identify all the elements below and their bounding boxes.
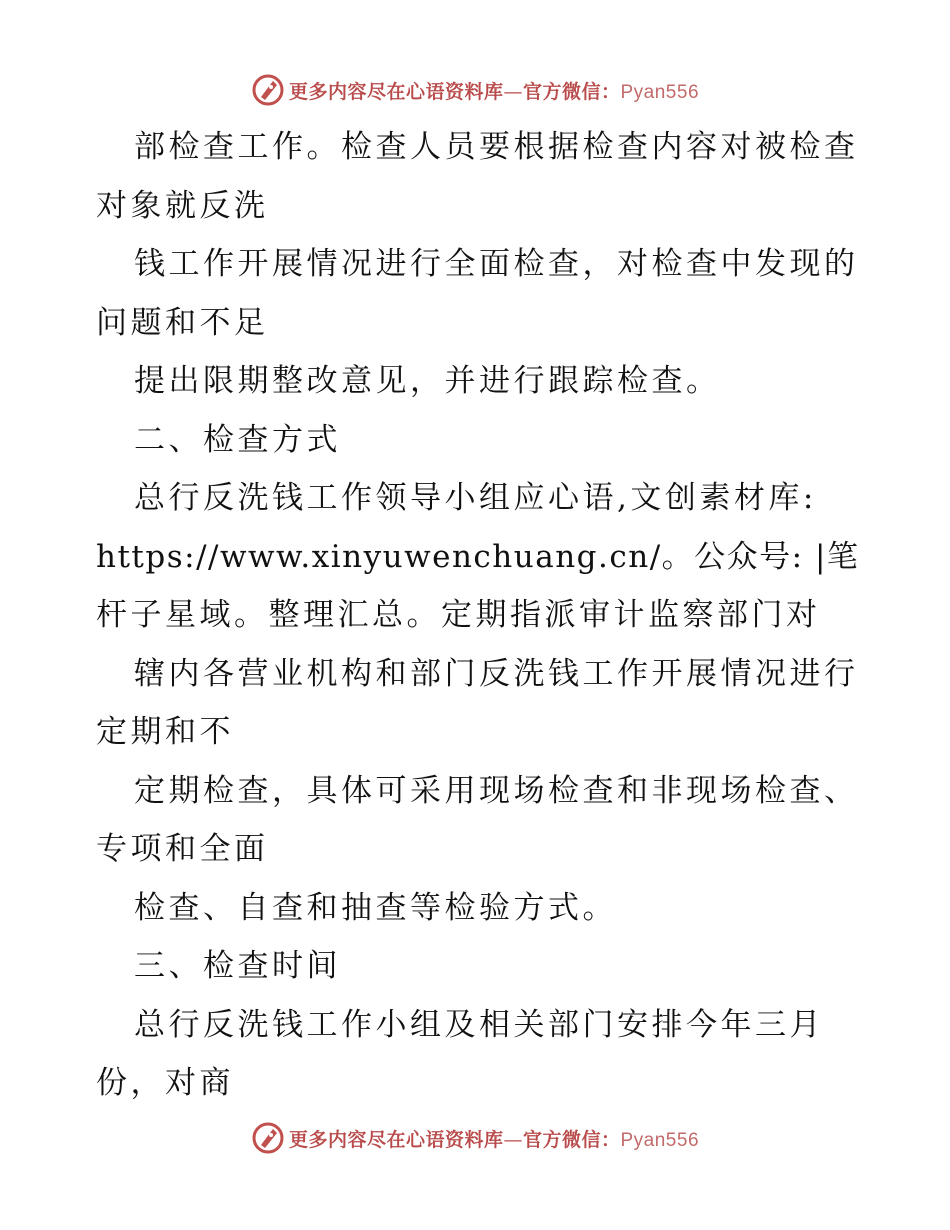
text-line: 定期和不 (96, 714, 234, 750)
watermark-text (289, 1125, 699, 1152)
pen-nib-logo-icon (251, 1121, 285, 1155)
text-line: 专项和全面 (96, 831, 269, 867)
watermark-wechat-label: 官方微信： (522, 1128, 621, 1151)
footer-watermark-banner (0, 1118, 950, 1158)
watermark-brand: 更多内容尽在心语资料库 (288, 80, 504, 103)
text-line: 总行反洗钱工作领导小组应心语,文创素材库: (134, 480, 817, 516)
watermark-brand: 更多内容尽在心语资料库 (288, 1128, 504, 1151)
watermark-separator: — (503, 80, 523, 103)
section-heading: 三、检查时间 (134, 948, 341, 984)
header-watermark-banner (0, 70, 950, 110)
text-line: 检查、自查和抽查等检验方式。 (134, 889, 617, 926)
text-line: 提出限期整改意见，并进行跟踪检查。 (134, 363, 721, 399)
text-line: 辖内各营业机构和部门反洗钱工作开展情况进行 (134, 655, 859, 692)
text-line: 问题和不足 (96, 304, 269, 341)
text-line: 份，对商 (96, 1065, 234, 1101)
text-line: 钱工作开展情况进行全面检查，对检查中发现的 (134, 246, 859, 282)
watermark-separator: — (503, 1128, 523, 1151)
text-line: 对象就反洗 (96, 187, 269, 224)
document-body (96, 118, 866, 1113)
section-heading: 二、检查方式 (134, 421, 341, 458)
text-line: 总行反洗钱工作小组及相关部门安排今年三月 (134, 1006, 824, 1043)
watermark-text (289, 77, 699, 104)
watermark-wechat-id: Pyan556 (620, 81, 700, 103)
url-line: https://www.xinyuwenchuang.cn/。公众号: |笔 (96, 538, 860, 575)
text-line: 部检查工作。检查人员要根据检查内容对被检查 (134, 129, 859, 165)
watermark-wechat-label: 官方微信： (522, 80, 621, 103)
pen-nib-logo-icon (251, 73, 285, 107)
text-line: 定期检查，具体可采用现场检查和非现场检查、 (134, 772, 859, 809)
text-line: 杆子星域。整理汇总。定期指派审计监察部门对 (96, 597, 821, 633)
watermark-wechat-id: Pyan556 (620, 1129, 700, 1151)
